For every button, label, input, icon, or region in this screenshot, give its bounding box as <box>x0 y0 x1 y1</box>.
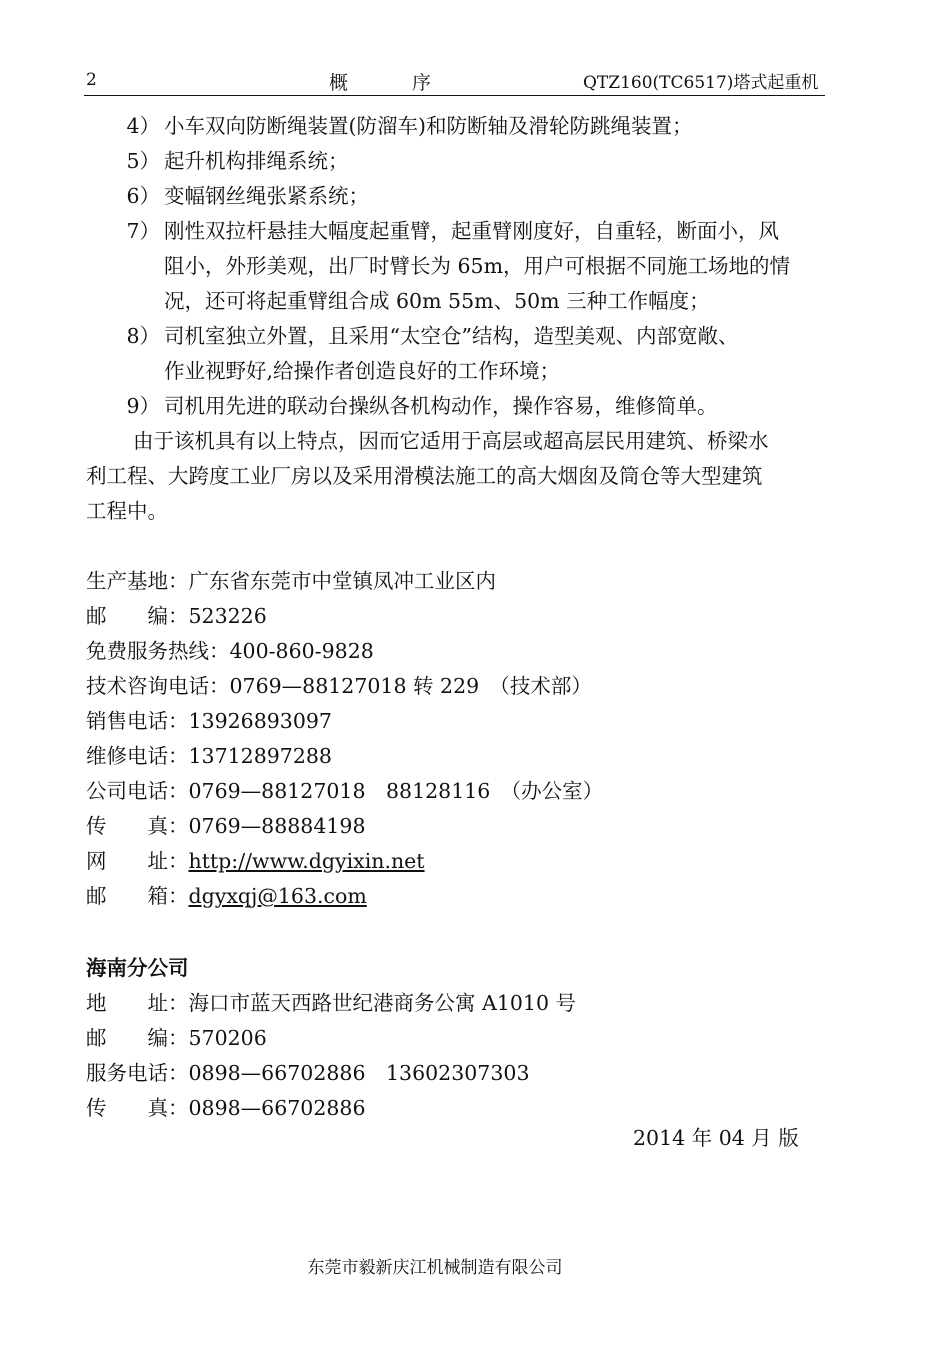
company-footer: 东莞市毅新庆江机械制造有限公司 <box>307 1258 563 1278</box>
hainan-branch-title: 海南分公司 <box>86 956 189 980</box>
sales-phone-label: 销售电话： <box>86 709 189 733</box>
feature-7-line-1: 刚性双拉杆悬挂大幅度起重臂，起重臂刚度好，自重轻，断面小，风 <box>164 219 779 243</box>
website-label: 网 址： <box>86 849 189 873</box>
hainan-service-phone-row <box>86 1060 529 1086</box>
hainan-address-row <box>86 990 576 1016</box>
fax-row <box>86 813 366 839</box>
section-title: 概序 <box>329 72 496 94</box>
feature-8-number: 8） <box>126 324 160 348</box>
hainan-fax-value: 0898—66702886 <box>188 1096 366 1120</box>
repair-phone-label: 维修电话： <box>86 744 189 768</box>
tech-phone-value: 0769—88127018 转 229 （技术部） <box>229 674 592 698</box>
feature-7-line-3: 况，还可将起重臂组合成 60m 55m、50m 三种工作幅度； <box>164 289 710 313</box>
company-phone-value: 0769—88127018 88128116 （办公室） <box>188 779 604 803</box>
repair-phone-row <box>86 743 332 769</box>
fax-value: 0769—88884198 <box>188 814 366 838</box>
email-row <box>86 883 367 909</box>
feature-9-number: 9） <box>126 394 160 418</box>
repair-phone-value: 13712897288 <box>188 744 332 768</box>
fax-label: 传 真： <box>86 814 189 838</box>
summary-line-2: 利工程、大跨度工业厂房以及采用滑模法施工的高大烟囱及筒仓等大型建筑 <box>86 464 763 488</box>
website-link[interactable]: http://www.dgyixin.net <box>188 849 425 873</box>
hotline-value: 400-860-9828 <box>229 639 374 663</box>
feature-9-text: 司机用先进的联动台操纵各机构动作，操作容易，维修简单。 <box>164 394 718 418</box>
company-phone-label: 公司电话： <box>86 779 189 803</box>
hotline-row <box>86 638 374 664</box>
feature-5-text: 起升机构排绳系统； <box>164 149 349 173</box>
document-title: QTZ160(TC6517)塔式起重机 <box>583 73 819 93</box>
feature-4-number: 4） <box>126 114 160 138</box>
hainan-address-label: 地 址： <box>86 991 189 1015</box>
tech-phone-label: 技术咨询电话： <box>86 674 230 698</box>
website-row <box>86 848 425 874</box>
hotline-label: 免费服务热线： <box>86 639 230 663</box>
edition-date: 2014 年 04 月 版 <box>633 1126 799 1150</box>
production-base-row <box>86 568 496 594</box>
hainan-postcode-label: 邮 编： <box>86 1026 189 1050</box>
feature-6-number: 6） <box>126 184 160 208</box>
postcode-row <box>86 603 267 629</box>
summary-line-1: 由于该机具有以上特点，因而它适用于高层或超高层民用建筑、桥梁水 <box>133 429 769 453</box>
feature-8-line-2: 作业视野好,给操作者创造良好的工作环境； <box>164 359 561 383</box>
hainan-postcode-value: 570206 <box>188 1026 267 1050</box>
production-base-label: 生产基地： <box>86 569 189 593</box>
sales-phone-value: 13926893097 <box>188 709 332 733</box>
postcode-value: 523226 <box>188 604 267 628</box>
company-phone-row <box>86 778 603 804</box>
hainan-fax-label: 传 真： <box>86 1096 189 1120</box>
production-base-value: 广东省东莞市中堂镇凤冲工业区内 <box>188 569 496 593</box>
feature-7-number: 7） <box>126 219 160 243</box>
hainan-fax-row <box>86 1095 366 1121</box>
feature-6-text: 变幅钢丝绳张紧系统； <box>164 184 369 208</box>
feature-7-line-2: 阻小，外形美观，出厂时臂长为 65m，用户可根据不同施工场地的情 <box>164 254 791 278</box>
summary-line-3: 工程中。 <box>86 499 168 523</box>
feature-8-line-1: 司机室独立外置，且采用“太空仓”结构，造型美观、内部宽敞、 <box>164 324 739 348</box>
hainan-address-value: 海口市蓝天西路世纪港商务公寓 A1010 号 <box>188 991 577 1015</box>
page-number: 2 <box>86 70 97 90</box>
sales-phone-row <box>86 708 332 734</box>
feature-4-text: 小车双向防断绳装置(防溜车)和防断轴及滑轮防跳绳装置； <box>164 114 693 138</box>
tech-phone-row <box>86 673 592 699</box>
hainan-service-phone-label: 服务电话： <box>86 1061 189 1085</box>
email-label: 邮 箱： <box>86 884 189 908</box>
hainan-postcode-row <box>86 1025 267 1051</box>
feature-5-number: 5） <box>126 149 160 173</box>
header-rule <box>84 95 825 96</box>
hainan-service-phone-value: 0898—66702886 13602307303 <box>188 1061 530 1085</box>
postcode-label: 邮 编： <box>86 604 189 628</box>
email-link[interactable]: dgyxqj@163.com <box>188 884 367 908</box>
